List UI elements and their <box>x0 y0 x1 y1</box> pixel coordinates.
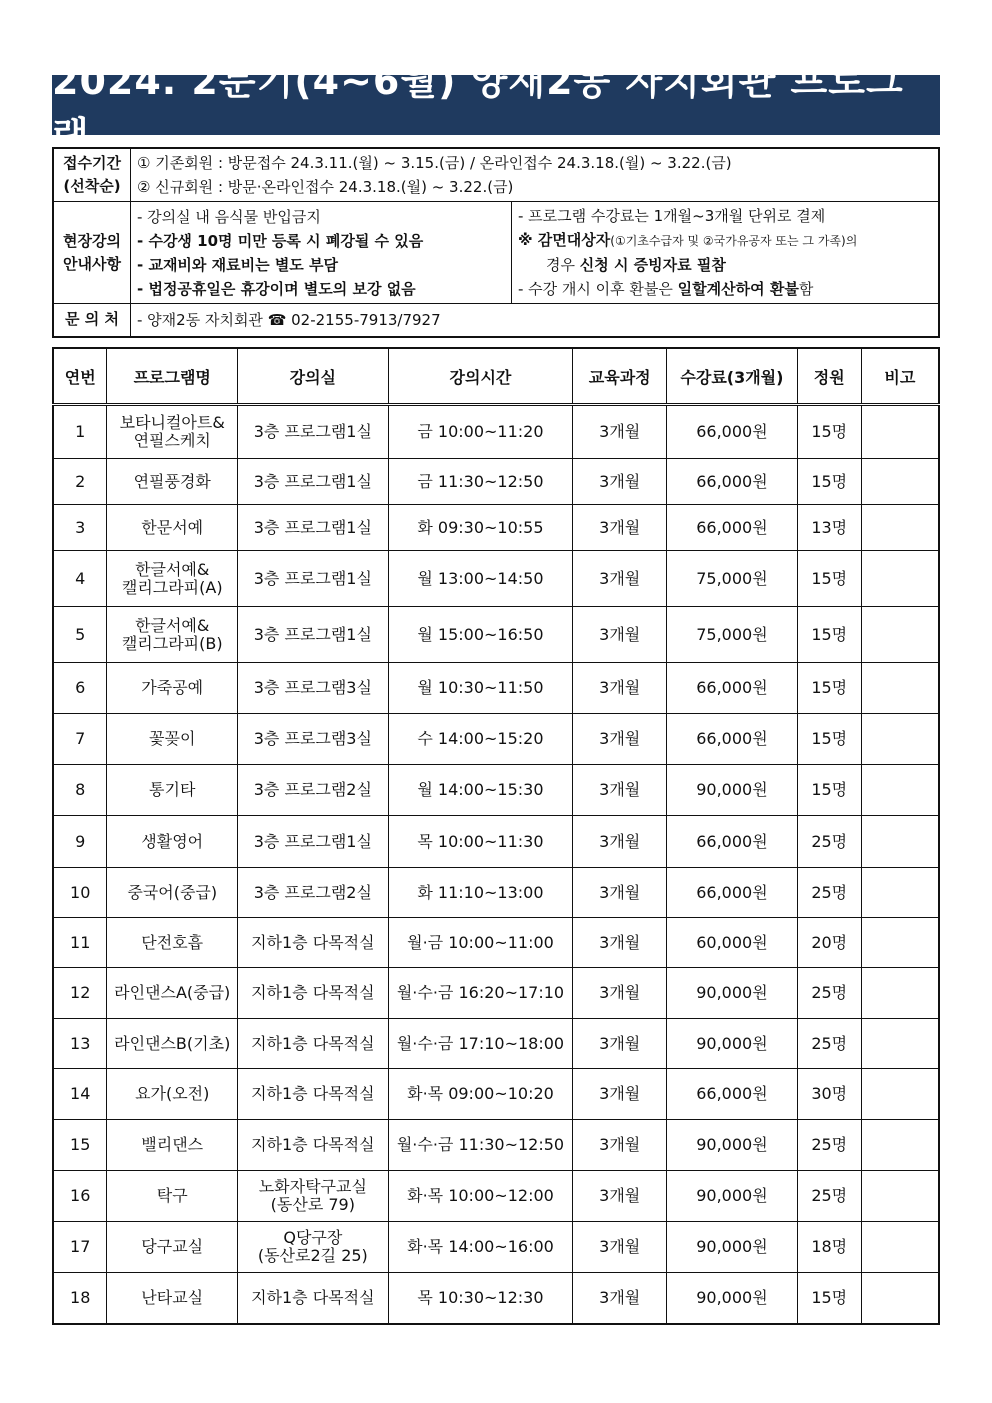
cell-no: 5 <box>53 607 107 663</box>
cell-fee: 66,000원 <box>667 714 798 765</box>
cell-time: 화·목 10:00~12:00 <box>388 1171 573 1222</box>
cell-note <box>861 1069 939 1120</box>
cell-fee: 75,000원 <box>667 551 798 607</box>
cell-time: 월·수·금 11:30~12:50 <box>388 1120 573 1171</box>
cell-room: 3층 프로그램1실 <box>238 505 389 551</box>
cell-time: 월 14:00~15:30 <box>388 765 573 816</box>
cell-program: 연필풍경화 <box>107 459 238 505</box>
table-row <box>53 765 939 816</box>
reception-period <box>131 148 940 202</box>
cell-capacity: 25명 <box>797 968 861 1019</box>
cell-note <box>861 607 939 663</box>
notice-cancel-rule: - 수강생 10명 미만 등록 시 폐강될 수 있음 <box>137 231 424 250</box>
table-row <box>53 1069 939 1120</box>
cell-no: 13 <box>53 1019 107 1069</box>
cell-course: 3개월 <box>573 714 667 765</box>
cell-capacity: 13명 <box>797 505 861 551</box>
cell-room: 3층 프로그램1실 <box>238 551 389 607</box>
cell-course: 3개월 <box>573 1273 667 1324</box>
cell-capacity: 25명 <box>797 1019 861 1069</box>
contact-label: 문 의 처 <box>53 304 131 337</box>
cell-time: 화 11:10~13:00 <box>388 868 573 918</box>
table-row <box>53 816 939 868</box>
notice-material-cost: - 교재비와 재료비는 별도 부담 <box>137 255 338 274</box>
cell-no: 2 <box>53 459 107 505</box>
program-table <box>52 347 940 1325</box>
cell-time: 월·수·금 16:20~17:10 <box>388 968 573 1019</box>
table-row <box>53 459 939 505</box>
cell-room: 지하1층 다목적실 <box>238 1120 389 1171</box>
cell-time: 화 09:30~10:55 <box>388 505 573 551</box>
notice-refund <box>518 277 932 301</box>
cell-fee: 66,000원 <box>667 505 798 551</box>
cell-fee: 66,000원 <box>667 405 798 459</box>
cell-note <box>861 551 939 607</box>
table-row <box>53 1171 939 1222</box>
cell-no: 14 <box>53 1069 107 1120</box>
cell-course: 3개월 <box>573 1222 667 1273</box>
cell-note <box>861 918 939 968</box>
cell-time: 월 15:00~16:50 <box>388 607 573 663</box>
table-row <box>53 868 939 918</box>
cell-capacity: 25명 <box>797 868 861 918</box>
table-row <box>53 505 939 551</box>
cell-time: 목 10:30~12:30 <box>388 1273 573 1324</box>
header-course: 교육과정 <box>573 348 667 405</box>
header-time: 강의시간 <box>388 348 573 405</box>
cell-capacity: 30명 <box>797 1069 861 1120</box>
cell-course: 3개월 <box>573 1019 667 1069</box>
table-row <box>53 968 939 1019</box>
cell-program: 꽃꽂이 <box>107 714 238 765</box>
notice-food-ban: - 강의실 내 음식물 반입금지 <box>137 207 321 226</box>
cell-no: 3 <box>53 505 107 551</box>
cell-course: 3개월 <box>573 816 667 868</box>
header-fee: 수강료(3개월) <box>667 348 798 405</box>
cell-course: 3개월 <box>573 607 667 663</box>
cell-course: 3개월 <box>573 1069 667 1120</box>
cell-fee: 66,000원 <box>667 1069 798 1120</box>
cell-note <box>861 1120 939 1171</box>
reception-new-members: ② 신규회원 : 방문·온라인접수 24.3.18.(월) ~ 3.22.(금) <box>137 178 514 196</box>
notice-payment-unit: - 프로그램 수강료는 1개월~3개월 단위로 결제 <box>518 207 826 225</box>
cell-course: 3개월 <box>573 868 667 918</box>
cell-no: 4 <box>53 551 107 607</box>
cell-time: 수 14:00~15:20 <box>388 714 573 765</box>
page-title: 2024. 2분기(4~6월) 양재2동 자치회관 프로그램 <box>52 75 940 135</box>
cell-program: 단전호흡 <box>107 918 238 968</box>
cell-course: 3개월 <box>573 918 667 968</box>
cell-no: 16 <box>53 1171 107 1222</box>
cell-room: 3층 프로그램1실 <box>238 405 389 459</box>
cell-note <box>861 714 939 765</box>
cell-time: 월 10:30~11:50 <box>388 663 573 714</box>
cell-fee: 90,000원 <box>667 765 798 816</box>
cell-room: 3층 프로그램2실 <box>238 868 389 918</box>
cell-program: 보타니컬아트& 연필스케치 <box>107 405 238 459</box>
notice-label <box>53 202 131 304</box>
cell-capacity: 15명 <box>797 551 861 607</box>
cell-note <box>861 1222 939 1273</box>
cell-capacity: 25명 <box>797 816 861 868</box>
cell-program: 중국어(중급) <box>107 868 238 918</box>
cell-no: 1 <box>53 405 107 459</box>
notice-holiday-rule: - 법정공휴일은 휴강이며 별도의 보강 없음 <box>137 279 416 298</box>
cell-room: 3층 프로그램1실 <box>238 816 389 868</box>
cell-fee: 66,000원 <box>667 663 798 714</box>
cell-course: 3개월 <box>573 1120 667 1171</box>
discount-targets: (①기초수급자 및 ②국가유공자 또는 그 가족)의 <box>610 234 858 248</box>
cell-capacity: 15명 <box>797 405 861 459</box>
cell-room: 3층 프로그램1실 <box>238 607 389 663</box>
header-note: 비고 <box>861 348 939 405</box>
cell-room: 3층 프로그램3실 <box>238 714 389 765</box>
table-row <box>53 405 939 459</box>
cell-program: 생활영어 <box>107 816 238 868</box>
reception-label-line1: 접수기간 <box>63 154 121 172</box>
cell-no: 8 <box>53 765 107 816</box>
notice-left <box>131 202 512 304</box>
table-row <box>53 663 939 714</box>
cell-note <box>861 459 939 505</box>
discount-proof-prefix: 경우 <box>546 256 580 274</box>
cell-program: 한글서예& 캘리그라피(B) <box>107 607 238 663</box>
cell-no: 15 <box>53 1120 107 1171</box>
cell-capacity: 15명 <box>797 1273 861 1324</box>
reception-existing-members: ① 기존회원 : 방문접수 24.3.11.(월) ~ 3.15.(금) / 온라인접수 24.3.18.(월) ~ 3.22.(금) <box>137 154 732 172</box>
cell-fee: 75,000원 <box>667 607 798 663</box>
cell-note <box>861 505 939 551</box>
cell-time: 금 11:30~12:50 <box>388 459 573 505</box>
cell-capacity: 15명 <box>797 765 861 816</box>
cell-fee: 90,000원 <box>667 1120 798 1171</box>
cell-time: 화·목 14:00~16:00 <box>388 1222 573 1273</box>
refund-bold: 일할계산하여 환불 <box>677 280 799 298</box>
cell-no: 12 <box>53 968 107 1019</box>
cell-no: 10 <box>53 868 107 918</box>
cell-time: 목 10:00~11:30 <box>388 816 573 868</box>
cell-note <box>861 1019 939 1069</box>
cell-room: 지하1층 다목적실 <box>238 968 389 1019</box>
table-row <box>53 1120 939 1171</box>
cell-course: 3개월 <box>573 663 667 714</box>
cell-note <box>861 765 939 816</box>
cell-fee: 66,000원 <box>667 816 798 868</box>
header-room: 강의실 <box>238 348 389 405</box>
cell-time: 금 10:00~11:20 <box>388 405 573 459</box>
cell-no: 7 <box>53 714 107 765</box>
cell-course: 3개월 <box>573 505 667 551</box>
cell-capacity: 15명 <box>797 607 861 663</box>
header-program: 프로그램명 <box>107 348 238 405</box>
cell-no: 11 <box>53 918 107 968</box>
table-row <box>53 918 939 968</box>
cell-time: 화·목 09:00~10:20 <box>388 1069 573 1120</box>
refund-suffix: 함 <box>798 280 814 298</box>
cell-capacity: 15명 <box>797 663 861 714</box>
cell-program: 난타교실 <box>107 1273 238 1324</box>
cell-note <box>861 663 939 714</box>
cell-capacity: 18명 <box>797 1222 861 1273</box>
contact-info: - 양재2동 자치회관 ☎ 02-2155-7913/7927 <box>131 304 940 337</box>
cell-program: 당구교실 <box>107 1222 238 1273</box>
cell-room: 지하1층 다목적실 <box>238 918 389 968</box>
cell-program: 라인댄스B(기초) <box>107 1019 238 1069</box>
notice-label-line1: 현장강의 <box>63 231 121 250</box>
cell-program: 한글서예& 캘리그라피(A) <box>107 551 238 607</box>
cell-program: 요가(오전) <box>107 1069 238 1120</box>
cell-fee: 90,000원 <box>667 968 798 1019</box>
cell-program: 통기타 <box>107 765 238 816</box>
cell-capacity: 25명 <box>797 1171 861 1222</box>
cell-room: Q당구장 (동산로2길 25) <box>238 1222 389 1273</box>
notice-right <box>512 202 940 304</box>
cell-program: 라인댄스A(중급) <box>107 968 238 1019</box>
cell-fee: 90,000원 <box>667 1019 798 1069</box>
cell-course: 3개월 <box>573 459 667 505</box>
notice-discount-proof <box>518 253 932 277</box>
cell-course: 3개월 <box>573 551 667 607</box>
cell-fee: 66,000원 <box>667 868 798 918</box>
header-no: 연번 <box>53 348 107 405</box>
cell-note <box>861 1273 939 1324</box>
cell-course: 3개월 <box>573 405 667 459</box>
header-capacity: 정원 <box>797 348 861 405</box>
cell-note <box>861 405 939 459</box>
cell-note <box>861 868 939 918</box>
cell-room: 지하1층 다목적실 <box>238 1273 389 1324</box>
notice-discount <box>518 228 932 253</box>
cell-room: 노화자탁구교실 (동산로 79) <box>238 1171 389 1222</box>
table-row <box>53 551 939 607</box>
cell-capacity: 25명 <box>797 1120 861 1171</box>
cell-time: 월 13:00~14:50 <box>388 551 573 607</box>
cell-capacity: 15명 <box>797 459 861 505</box>
table-row <box>53 1273 939 1324</box>
table-row <box>53 714 939 765</box>
cell-program: 밸리댄스 <box>107 1120 238 1171</box>
cell-room: 지하1층 다목적실 <box>238 1069 389 1120</box>
cell-no: 6 <box>53 663 107 714</box>
cell-fee: 60,000원 <box>667 918 798 968</box>
cell-fee: 66,000원 <box>667 459 798 505</box>
table-row <box>53 1019 939 1069</box>
cell-no: 9 <box>53 816 107 868</box>
cell-note <box>861 968 939 1019</box>
discount-title: ※ 감면대상자 <box>518 231 611 249</box>
notice-label-line2: 안내사항 <box>63 254 121 273</box>
cell-room: 3층 프로그램3실 <box>238 663 389 714</box>
cell-time: 월·수·금 17:10~18:00 <box>388 1019 573 1069</box>
discount-proof-text: 신청 시 증빙자료 필참 <box>579 256 726 274</box>
table-row <box>53 1222 939 1273</box>
cell-program: 탁구 <box>107 1171 238 1222</box>
cell-course: 3개월 <box>573 1171 667 1222</box>
cell-note <box>861 816 939 868</box>
cell-course: 3개월 <box>573 968 667 1019</box>
cell-room: 지하1층 다목적실 <box>238 1019 389 1069</box>
cell-capacity: 15명 <box>797 714 861 765</box>
reception-label-line2: (선착순) <box>63 177 121 195</box>
refund-prefix: - 수강 개시 이후 환불은 <box>518 280 678 298</box>
cell-no: 17 <box>53 1222 107 1273</box>
reception-label <box>53 148 131 202</box>
cell-fee: 90,000원 <box>667 1222 798 1273</box>
cell-course: 3개월 <box>573 765 667 816</box>
table-header-row <box>53 348 939 405</box>
cell-time: 월·금 10:00~11:00 <box>388 918 573 968</box>
cell-no: 18 <box>53 1273 107 1324</box>
cell-room: 3층 프로그램1실 <box>238 459 389 505</box>
cell-room: 3층 프로그램2실 <box>238 765 389 816</box>
cell-program: 가죽공예 <box>107 663 238 714</box>
info-table <box>52 147 940 338</box>
table-row <box>53 607 939 663</box>
cell-capacity: 20명 <box>797 918 861 968</box>
cell-program: 한문서예 <box>107 505 238 551</box>
cell-note <box>861 1171 939 1222</box>
cell-fee: 90,000원 <box>667 1171 798 1222</box>
cell-fee: 90,000원 <box>667 1273 798 1324</box>
